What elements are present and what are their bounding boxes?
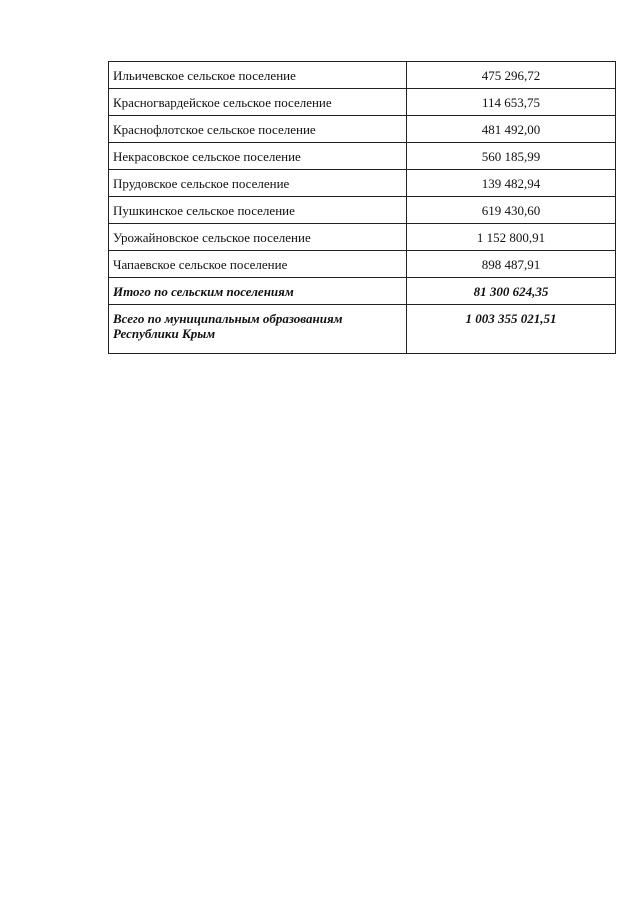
total-row (109, 305, 616, 354)
subtotal-row (109, 278, 616, 305)
table-row (109, 116, 616, 143)
settlement-name: Прудовское сельское поселение (109, 170, 407, 197)
settlement-name: Пушкинское сельское поселение (109, 197, 407, 224)
settlement-amount: 560 185,99 (407, 143, 616, 170)
subtotal-label: Итого по сельским поселениям (109, 278, 407, 305)
table-row (109, 197, 616, 224)
settlement-name: Чапаевское сельское поселение (109, 251, 407, 278)
total-label: Всего по муниципальным образованиям Республики Крым (109, 305, 407, 354)
table-row (109, 89, 616, 116)
table-row (109, 62, 616, 89)
settlement-amount: 139 482,94 (407, 170, 616, 197)
subtotal-amount: 81 300 624,35 (407, 278, 616, 305)
table-row (109, 143, 616, 170)
settlement-amount: 619 430,60 (407, 197, 616, 224)
settlement-name: Красногвардейское сельское поселение (109, 89, 407, 116)
settlement-name: Некрасовское сельское поселение (109, 143, 407, 170)
table-row (109, 224, 616, 251)
settlement-name: Урожайновское сельское поселение (109, 224, 407, 251)
settlement-amount: 481 492,00 (407, 116, 616, 143)
settlement-amount: 898 487,91 (407, 251, 616, 278)
settlement-amount: 114 653,75 (407, 89, 616, 116)
settlement-name: Краснофлотское сельское поселение (109, 116, 407, 143)
settlement-name: Ильичевское сельское поселение (109, 62, 407, 89)
table-row (109, 251, 616, 278)
settlement-amount: 1 152 800,91 (407, 224, 616, 251)
table-row (109, 170, 616, 197)
budget-table (108, 61, 616, 354)
settlement-amount: 475 296,72 (407, 62, 616, 89)
total-amount: 1 003 355 021,51 (407, 305, 616, 354)
